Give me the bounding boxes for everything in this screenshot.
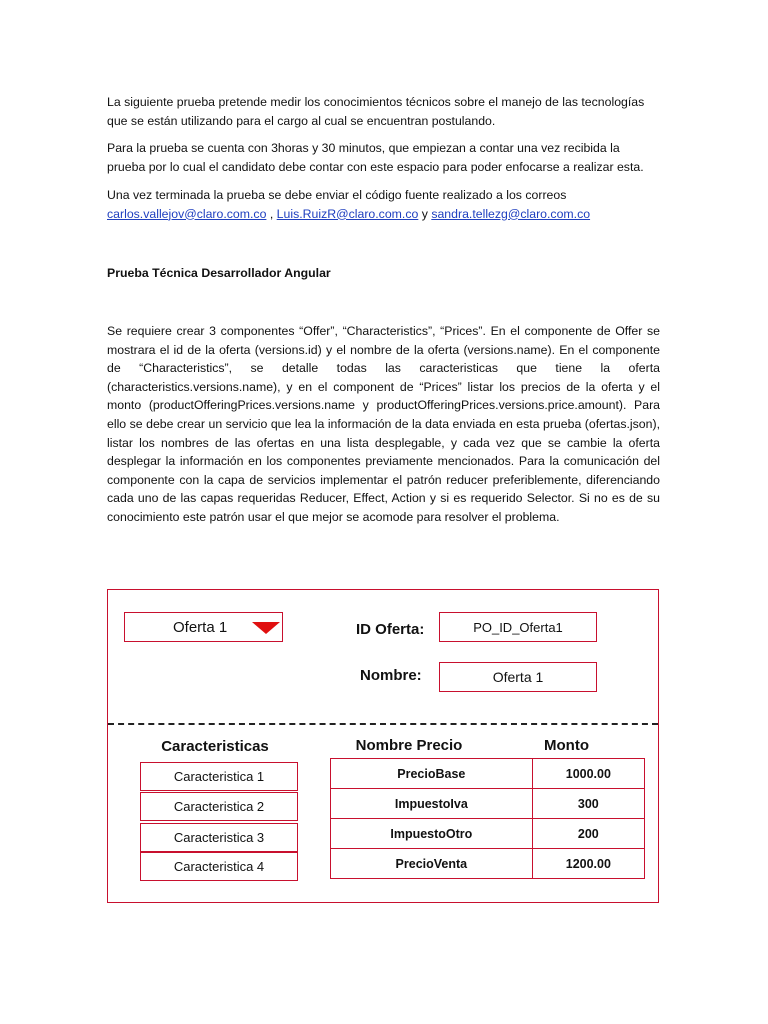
characteristic-item <box>140 792 298 821</box>
name-value: Oferta 1 <box>492 669 544 685</box>
characteristic-label: Caracteristica 4 <box>173 859 265 874</box>
characteristic-item <box>140 852 298 881</box>
email-link-luis[interactable]: Luis.RuizR@claro.com.co <box>276 206 419 221</box>
table-row <box>331 849 645 879</box>
email-separator: , <box>266 206 277 221</box>
characteristic-item <box>140 823 298 852</box>
price-name-cell: PrecioBase <box>331 759 533 789</box>
intro-paragraph-2: Para la prueba se cuenta con 3horas y 30 minutos, que empiezan a contar una vez recibida la prueba por lo cual el candidato debe contar con este espacio para poder enfocarse a realizar esta. <box>107 141 644 174</box>
price-name-cell: ImpuestoIva <box>331 789 533 819</box>
amount-header: Monto <box>544 737 589 754</box>
price-name-cell: PrecioVenta <box>331 849 533 879</box>
ui-mockup <box>107 589 659 903</box>
price-name-header: Nombre Precio <box>355 737 463 754</box>
section-title: Prueba Técnica Desarrollador Angular <box>107 266 331 280</box>
characteristic-label: Caracteristica 1 <box>173 769 265 784</box>
section-divider <box>108 723 658 725</box>
id-offer-field <box>439 612 597 642</box>
intro-paragraph-3 <box>107 186 660 223</box>
requirements-paragraph: Se requiere crear 3 componentes “Offer”, “Characteristics”, “Prices”. En el componente de Offer se mostrara el id de la oferta (versions.id) y el nombre de la oferta (versions.name). En el componente de “Characteristics”, se detalle todas las caracteristicas que tiene la oferta (characteristics.versions.name), y en el component de “Prices” listar los precios de la oferta y el monto (productOfferingPrices.versions.name y productOfferingPrices.versions.price.amount). Para ello se debe crear un servicio que lea la información de la data enviada en esta prueba (ofertas.json), listar los nombres de las ofertas en una lista desplegable, y cada vez que se cambie la oferta desplegar la información en los componentes previamente mencionados. Para la comunicación del componente con la capa de servicios implementar el patrón reducer preferiblemente, diferenciando cada uno de las capas requeridas Reducer, Effect, Action y si es requerido Selector. Si no es de su conocimiento este patrón usar el que mejor se acomode para resolver el problema. <box>107 324 660 524</box>
table-row <box>331 819 645 849</box>
emails-intro-text: Una vez terminada la prueba se debe enviar el código fuente realizado a los correos <box>107 188 567 202</box>
characteristic-label: Caracteristica 3 <box>173 830 265 845</box>
prices-table <box>330 758 645 879</box>
email-link-carlos[interactable]: carlos.vallejov@claro.com.co <box>107 206 267 221</box>
email-link-sandra[interactable]: sandra.tellezg@claro.com.co <box>431 206 591 221</box>
id-offer-label: ID Oferta: <box>356 621 425 638</box>
id-offer-value: PO_ID_Oferta1 <box>473 619 563 635</box>
price-amount-cell: 300 <box>532 789 644 819</box>
price-name-cell: ImpuestoOtro <box>331 819 533 849</box>
characteristic-item <box>140 762 298 791</box>
intro-paragraph-1: La siguiente prueba pretende medir los conocimientos técnicos sobre el manejo de las tecnologías que se están utilizando para el cargo al cual se encuentran postulando. <box>107 95 645 128</box>
name-label: Nombre: <box>360 667 422 684</box>
offer-dropdown-value: Oferta 1 <box>173 618 228 636</box>
characteristics-header: Caracteristicas <box>161 738 269 755</box>
name-field <box>439 662 597 692</box>
characteristic-label: Caracteristica 2 <box>173 799 265 814</box>
price-amount-cell: 1200.00 <box>532 849 644 879</box>
table-row <box>331 789 645 819</box>
price-amount-cell: 200 <box>532 819 644 849</box>
price-amount-cell: 1000.00 <box>532 759 644 789</box>
offer-dropdown[interactable] <box>124 612 283 642</box>
table-row <box>331 759 645 789</box>
email-separator: y <box>418 206 432 221</box>
dropdown-arrow-icon[interactable] <box>252 622 280 634</box>
